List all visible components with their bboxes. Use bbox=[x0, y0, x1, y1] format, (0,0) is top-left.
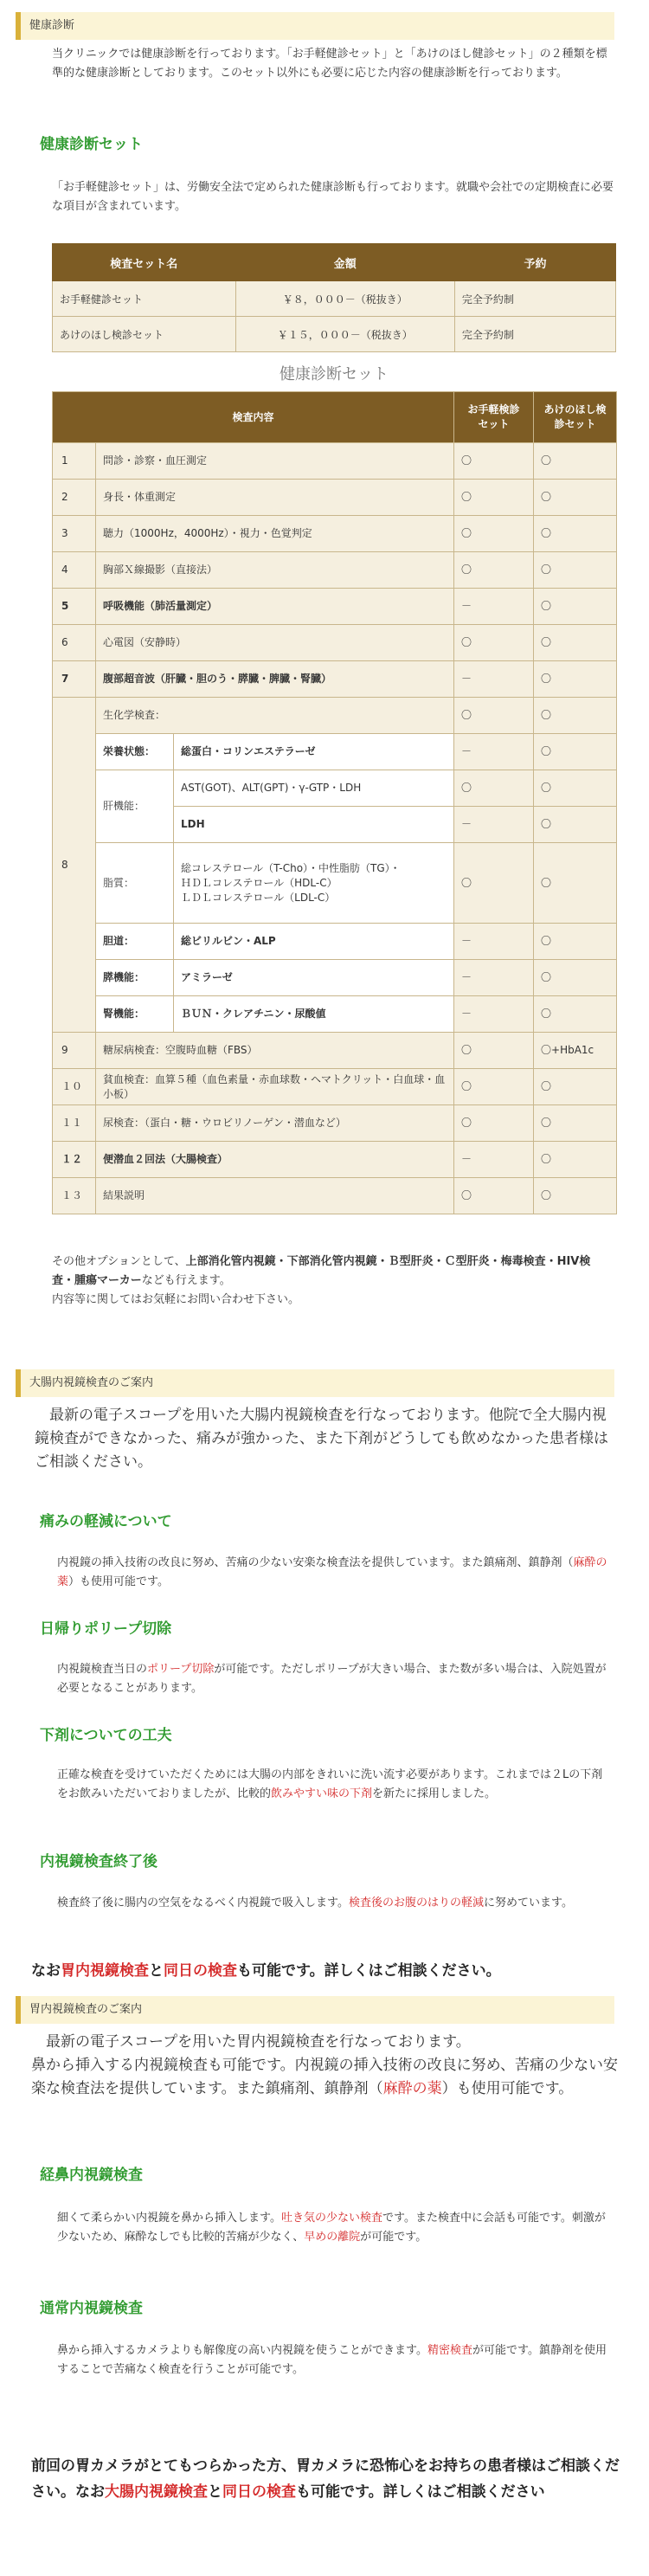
colon-note bbox=[31, 1960, 628, 1982]
exam-cell-no: 9 bbox=[53, 1033, 96, 1069]
exam-cell-otegaru: 〇 bbox=[454, 843, 534, 924]
table-row bbox=[53, 443, 617, 480]
exam-cell-akenohoshi: 〇 bbox=[534, 770, 617, 807]
table-row bbox=[53, 734, 617, 770]
exam-cell-otegaru: 〇 bbox=[454, 552, 534, 589]
exam-subgroup-item: アミラーゼ bbox=[174, 960, 454, 996]
exam-subgroup-label: 栄養状態： bbox=[96, 734, 174, 770]
colon-polyp-text bbox=[57, 1660, 611, 1698]
exam-cell-akenohoshi: 〇 bbox=[534, 1069, 617, 1105]
exam-cell-akenohoshi: 〇+HbA1c bbox=[534, 1033, 617, 1069]
price-header-amount: 金額 bbox=[235, 244, 454, 281]
exam-cell-otegaru: － bbox=[454, 1142, 534, 1178]
table-row bbox=[53, 698, 617, 734]
exam-cell-otegaru: 〇 bbox=[454, 1069, 534, 1105]
exam-subgroup-label: 脂質： bbox=[96, 843, 174, 924]
colon-after-text bbox=[57, 1894, 611, 1913]
closing-pre: 前回の胃カメラがとてもつらかった方、胃カメラに恐怖心をお持ちの患者様はご相談ください。なお bbox=[31, 2457, 620, 2501]
exam-cell-no: 8 bbox=[53, 698, 96, 1033]
exam-cell-item: 呼吸機能（肺活量測定） bbox=[96, 589, 454, 625]
exam-cell-no: １１ bbox=[53, 1105, 96, 1142]
stomach-intro bbox=[31, 2031, 620, 2101]
exam-cell-otegaru: － bbox=[454, 807, 534, 843]
exam-subgroup-item: LDH bbox=[174, 807, 454, 843]
exam-cell-otegaru: － bbox=[454, 996, 534, 1033]
exam-header-akenohoshi: あけのほし検 診セット bbox=[534, 392, 617, 443]
options-bold: 上部消化管内視鏡・下部消化管内視鏡・Ｂ型肝炎・Ｃ型肝炎・梅毒検査・HIV検査・腫瘍マーカー bbox=[52, 1255, 591, 1287]
stomach-section-header: 胃内視鏡検査のご案内 bbox=[16, 1996, 614, 2024]
exam-cell-akenohoshi: 〇 bbox=[534, 996, 617, 1033]
stomach-normal-title: 通常内視鏡検査 bbox=[40, 2300, 143, 2317]
exam-cell-otegaru: 〇 bbox=[454, 625, 534, 661]
after-pre: 検査終了後に腸内の空気をなるべく内視鏡で吸入します。 bbox=[57, 1897, 349, 1909]
table-row bbox=[53, 625, 617, 661]
normal-pre: 鼻から挿入するカメラよりも解像度の高い内視鏡を使うことができます。 bbox=[57, 2344, 427, 2357]
exam-cell-otegaru: 〇 bbox=[454, 443, 534, 480]
stomach-nasal-text bbox=[57, 2209, 611, 2247]
colon-intro: 最新の電子スコープを用いた大腸内視鏡検査を行なっております。他院で全大腸内視鏡検査ができなかった、痛みが強かった、また下剤がどうしても飲めなかった患者様はご相談ください。 bbox=[35, 1407, 608, 1471]
price-table bbox=[52, 243, 616, 352]
exam-cell-no: 1 bbox=[53, 443, 96, 480]
exam-cell-akenohoshi: 〇 bbox=[534, 1178, 617, 1214]
exam-cell-otegaru: － bbox=[454, 589, 534, 625]
nasal-red1: 吐き気の少ない検査 bbox=[280, 2212, 382, 2225]
exam-subgroup-item: ＢＵＮ・クレアチニン・尿酸値 bbox=[174, 996, 454, 1033]
exam-subgroup-label: 膵機能： bbox=[96, 960, 174, 996]
colon-pain-title: 痛みの軽減について bbox=[40, 1513, 172, 1530]
polyp-pre: 内視鏡検査当日の bbox=[57, 1663, 148, 1676]
colon-laxative-text bbox=[57, 1766, 611, 1804]
table-row bbox=[53, 589, 617, 625]
note-post: も可能です。詳しくはご相談ください。 bbox=[237, 1962, 501, 1980]
table-row bbox=[53, 516, 617, 552]
stomach-intro-red: 麻酔の薬 bbox=[382, 2080, 442, 2097]
table-row bbox=[53, 1105, 617, 1142]
closing-mid: と bbox=[208, 2483, 222, 2501]
nasal-mid: です。また検査中に会話も可能です。刺激が少ないため、麻酔なしでも比較的苦痛が少なく、 bbox=[57, 2212, 606, 2244]
stomach-normal-text bbox=[57, 2341, 611, 2380]
after-red: 検査後のお腹のはりの軽減 bbox=[348, 1897, 484, 1909]
price-cell-reservation: 完全予約制 bbox=[454, 281, 615, 317]
exam-cell-akenohoshi: 〇 bbox=[534, 960, 617, 996]
nasal-post: が可能です。 bbox=[360, 2231, 427, 2244]
table-row bbox=[53, 661, 617, 698]
exam-cell-akenohoshi: 〇 bbox=[534, 516, 617, 552]
table-row bbox=[53, 552, 617, 589]
stomach-intro-post: ）も使用可能です。 bbox=[441, 2080, 574, 2097]
exam-cell-no: 5 bbox=[53, 589, 96, 625]
nasal-pre: 細くて柔らかい内視鏡を鼻から挿入します。 bbox=[57, 2212, 281, 2225]
exam-cell-otegaru: 〇 bbox=[454, 1178, 534, 1214]
price-cell-amount: ￥１５，０００－（税抜き） bbox=[235, 317, 454, 352]
exam-cell-no: 3 bbox=[53, 516, 96, 552]
exam-cell-akenohoshi: 〇 bbox=[534, 589, 617, 625]
exam-cell-no: １０ bbox=[53, 1069, 96, 1105]
colon-pain-text bbox=[57, 1554, 611, 1592]
price-cell-amount: ￥８，０００－（税抜き） bbox=[235, 281, 454, 317]
table-row bbox=[53, 1033, 617, 1069]
exam-subgroup-item: 総ビリルビン・ALP bbox=[174, 924, 454, 960]
polyp-post: が可能です。ただしポリープが大きい場合、また数が多い場合は、入院処置が必要となることがあります。 bbox=[57, 1663, 607, 1695]
note-red2: 同日の検査 bbox=[164, 1962, 237, 1980]
options-pre: その他オプションとして、 bbox=[52, 1255, 186, 1268]
colon-laxative-title: 下剤についての工夫 bbox=[40, 1727, 172, 1744]
laxative-pre: 正確な検査を受けていただくためには大腸の内部をきれいに洗い流す必要があります。これまでは２Lの下剤をお飲みいただいておりましたが、比較的 bbox=[57, 1768, 603, 1800]
exam-cell-item: 腹部超音波（肝臓・胆のう・膵臓・脾臓・腎臓） bbox=[96, 661, 454, 698]
table-row bbox=[53, 960, 617, 996]
note-pre: なお bbox=[31, 1962, 61, 1980]
closing-red1: 大腸内視鏡検査 bbox=[105, 2483, 208, 2501]
exam-cell-item: 便潜血２回法（大腸検査） bbox=[96, 1142, 454, 1178]
exam-cell-otegaru: － bbox=[454, 924, 534, 960]
nasal-red2: 早めの離院 bbox=[304, 2231, 361, 2244]
exam-cell-item: 問診・診察・血圧測定 bbox=[96, 443, 454, 480]
laxative-post: を新たに採用しました。 bbox=[372, 1787, 497, 1800]
health-section-header: 健康診断 bbox=[16, 12, 614, 40]
normal-post: が可能です。鎮静剤を使用することで苦痛なく検査を行うことが可能です。 bbox=[57, 2344, 607, 2376]
exam-cell-akenohoshi: 〇 bbox=[534, 661, 617, 698]
table-row bbox=[53, 281, 616, 317]
table-row bbox=[53, 1178, 617, 1214]
exam-cell-otegaru: － bbox=[454, 661, 534, 698]
exam-cell-item: 貧血検査：血算５種（血色素量・赤血球数・ヘマトクリット・白血球・血小板） bbox=[96, 1069, 454, 1105]
colon-after-title: 内視鏡検査終了後 bbox=[40, 1853, 157, 1871]
laxative-red: 飲みやすい味の下剤 bbox=[271, 1787, 373, 1800]
exam-subgroup-label: 肝機能： bbox=[96, 770, 174, 843]
health-options bbox=[52, 1253, 606, 1310]
exam-cell-akenohoshi: 〇 bbox=[534, 734, 617, 770]
table-row bbox=[53, 924, 617, 960]
exam-table-caption: 健康診断セット bbox=[280, 365, 389, 383]
exam-cell-item: 心電図（安静時） bbox=[96, 625, 454, 661]
exam-subgroup-item: 総コレステロール（T-Cho）・中性脂肪（TG）・ ＨＤＬコレステロール（HDL-C） ＬＤＬコレステロール（LDL-C） bbox=[174, 843, 454, 924]
price-cell-reservation: 完全予約制 bbox=[454, 317, 615, 352]
health-sets-desc: 「お手軽健診セット」は、労働安全法で定められた健康診断も行っております。就職や会社での定期検査に必要な項目が含まれています。 bbox=[52, 181, 614, 213]
exam-cell-otegaru: 〇 bbox=[454, 516, 534, 552]
exam-cell-otegaru: 〇 bbox=[454, 770, 534, 807]
price-table-header-row bbox=[53, 244, 616, 281]
stomach-closing bbox=[31, 2453, 620, 2505]
after-post: に努めています。 bbox=[483, 1897, 573, 1909]
exam-cell-otegaru: － bbox=[454, 734, 534, 770]
colon-section-header: 大腸内視鏡検査のご案内 bbox=[16, 1369, 614, 1397]
exam-header-otegaru: お手軽検診 セット bbox=[454, 392, 534, 443]
stomach-nasal-title: 経鼻内視鏡検査 bbox=[40, 2167, 143, 2184]
polyp-red: ポリープ切除 bbox=[147, 1663, 215, 1676]
table-row bbox=[53, 770, 617, 807]
exam-cell-akenohoshi: 〇 bbox=[534, 924, 617, 960]
exam-cell-item: 生化学検査： bbox=[96, 698, 454, 734]
options-post: なども行えます。 bbox=[141, 1274, 231, 1287]
options-contact: 内容等に関してはお気軽にお問い合わせ下さい。 bbox=[52, 1293, 300, 1306]
exam-cell-akenohoshi: 〇 bbox=[534, 698, 617, 734]
table-row bbox=[53, 1142, 617, 1178]
stomach-intro-pre: 最新の電子スコープを用いた胃内視鏡検査を行なっております。 鼻から挿入する内視鏡検査も可能です。内視鏡の挿入技術の改良に努め、苦痛の少ない安楽な検査法を提供しています。また鎮痛剤、鎮静剤（ bbox=[31, 2033, 618, 2097]
price-cell-name: お手軽健診セット bbox=[53, 281, 236, 317]
exam-cell-akenohoshi: 〇 bbox=[534, 1105, 617, 1142]
exam-cell-item: 聴力（1000Hz，4000Hz）・視力・色覚判定 bbox=[96, 516, 454, 552]
table-row bbox=[53, 1069, 617, 1105]
exam-cell-item: 尿検査：（蛋白・糖・ウロビリノーゲン・潜血など） bbox=[96, 1105, 454, 1142]
table-row bbox=[53, 317, 616, 352]
closing-post: も可能です。詳しくはご相談ください bbox=[296, 2483, 545, 2501]
price-cell-name: あけのほし検診セット bbox=[53, 317, 236, 352]
exam-cell-otegaru: 〇 bbox=[454, 1033, 534, 1069]
exam-subgroup-item: 総蛋白・コリンエステラーゼ bbox=[174, 734, 454, 770]
exam-cell-otegaru: 〇 bbox=[454, 1105, 534, 1142]
exam-cell-akenohoshi: 〇 bbox=[534, 843, 617, 924]
price-header-reservation: 予約 bbox=[454, 244, 615, 281]
price-header-name: 検査セット名 bbox=[53, 244, 236, 281]
exam-cell-akenohoshi: 〇 bbox=[534, 625, 617, 661]
exam-cell-akenohoshi: 〇 bbox=[534, 807, 617, 843]
health-sets-title: 健康診断セット bbox=[40, 136, 143, 153]
exam-cell-item: 糖尿病検査：空腹時血糖（FBS） bbox=[96, 1033, 454, 1069]
health-intro: 当クリニックでは健康診断を行っております。「お手軽健診セット」と「あけのほし健診セット」の２種類を標準的な健康診断としております。このセット以外にも必要に応じた内容の健康診断を行っております。 bbox=[52, 48, 607, 80]
exam-cell-no: １３ bbox=[53, 1178, 96, 1214]
closing-red2: 同日の検査 bbox=[222, 2483, 296, 2501]
exam-cell-akenohoshi: 〇 bbox=[534, 443, 617, 480]
exam-cell-item: 胸部Ｘ線撮影（直接法） bbox=[96, 552, 454, 589]
exam-table-header-row bbox=[53, 392, 617, 443]
exam-cell-otegaru: － bbox=[454, 960, 534, 996]
exam-cell-no: 4 bbox=[53, 552, 96, 589]
pain-post: ）も使用可能です。 bbox=[68, 1575, 169, 1588]
note-mid: と bbox=[149, 1962, 164, 1980]
exam-cell-item: 身長・体重測定 bbox=[96, 480, 454, 516]
exam-subgroup-label: 胆道： bbox=[96, 924, 174, 960]
exam-cell-item: 結果説明 bbox=[96, 1178, 454, 1214]
exam-cell-akenohoshi: 〇 bbox=[534, 480, 617, 516]
exam-table bbox=[52, 391, 617, 1214]
exam-cell-otegaru: 〇 bbox=[454, 480, 534, 516]
normal-red: 精密検査 bbox=[427, 2344, 472, 2357]
exam-cell-akenohoshi: 〇 bbox=[534, 1142, 617, 1178]
exam-subgroup-item: AST(GOT)、ALT(GPT)・γ-GTP・LDH bbox=[174, 770, 454, 807]
table-row bbox=[53, 843, 617, 924]
table-row bbox=[53, 996, 617, 1033]
exam-cell-otegaru: 〇 bbox=[454, 698, 534, 734]
table-row bbox=[53, 480, 617, 516]
exam-cell-akenohoshi: 〇 bbox=[534, 552, 617, 589]
pain-red: 麻酔の薬 bbox=[57, 1556, 607, 1588]
colon-polyp-title: 日帰りポリープ切除 bbox=[40, 1620, 172, 1638]
exam-cell-no: 2 bbox=[53, 480, 96, 516]
pain-pre: 内視鏡の挿入技術の改良に努め、苦痛の少ない安楽な検査法を提供しています。また鎮痛剤、鎮静剤（ bbox=[57, 1556, 574, 1569]
exam-cell-no: １２ bbox=[53, 1142, 96, 1178]
exam-header-content: 検査内容 bbox=[53, 392, 454, 443]
exam-cell-no: 6 bbox=[53, 625, 96, 661]
exam-cell-no: 7 bbox=[53, 661, 96, 698]
note-red1: 胃内視鏡検査 bbox=[61, 1962, 149, 1980]
exam-subgroup-label: 腎機能： bbox=[96, 996, 174, 1033]
